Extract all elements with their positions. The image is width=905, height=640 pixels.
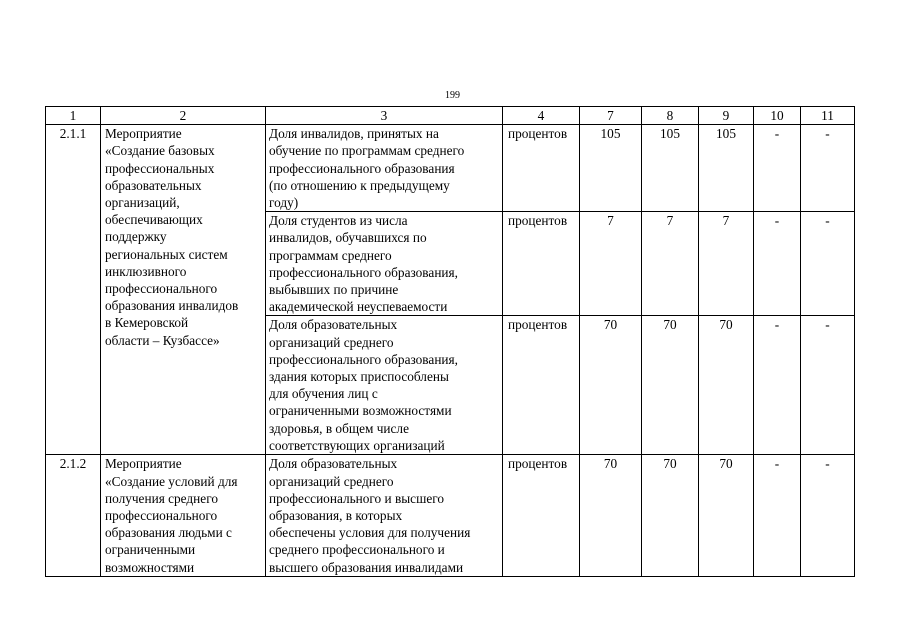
value-cell: 105 — [642, 125, 699, 212]
value-cell: - — [801, 125, 855, 212]
value-cell: 7 — [580, 212, 642, 316]
value-cell: - — [801, 212, 855, 316]
value-cell: - — [801, 455, 855, 576]
table-row — [46, 455, 855, 576]
header-cell: 1 — [46, 107, 101, 125]
header-cell: 9 — [699, 107, 754, 125]
value-cell: 70 — [699, 455, 754, 576]
unit-cell: процентов — [503, 125, 580, 212]
indicator-name: Доля образовательных организаций среднего профессионального образования, здания которых приспособлены для обучения лиц с ограниченными возможностями здоровья, в общем числе соответствующих организаций — [266, 316, 503, 455]
measure-name: Мероприятие «Создание базовых профессиональных образовательных организаций, обеспечивающих поддержку региональных систем инклюзивного профессионального образования инвалидов в Кемеровской области – Кузбассе» — [101, 125, 266, 455]
value-cell: 70 — [642, 455, 699, 576]
unit-cell: процентов — [503, 212, 580, 316]
value-cell: 105 — [699, 125, 754, 212]
header-cell: 2 — [101, 107, 266, 125]
indicator-name: Доля образовательных организаций среднего профессионального и высшего образования, в которых обеспечены условия для получения среднего профессионального и высшего образования инвалидами — [266, 455, 503, 576]
header-cell: 4 — [503, 107, 580, 125]
header-cell: 7 — [580, 107, 642, 125]
header-cell: 11 — [801, 107, 855, 125]
item-code: 2.1.2 — [46, 455, 101, 576]
table-row — [46, 125, 855, 212]
page-number: 199 — [445, 90, 460, 101]
unit-cell: процентов — [503, 455, 580, 576]
value-cell: 70 — [580, 316, 642, 455]
indicators-table — [45, 106, 855, 577]
header-cell: 3 — [266, 107, 503, 125]
value-cell: - — [754, 455, 801, 576]
unit-cell: процентов — [503, 316, 580, 455]
value-cell: - — [754, 212, 801, 316]
value-cell: 70 — [642, 316, 699, 455]
value-cell: - — [801, 316, 855, 455]
header-cell: 8 — [642, 107, 699, 125]
header-cell: 10 — [754, 107, 801, 125]
item-code: 2.1.1 — [46, 125, 101, 455]
value-cell: 105 — [580, 125, 642, 212]
indicator-name: Доля инвалидов, принятых на обучение по программам среднего профессионального образования (по отношению к предыдущему году) — [266, 125, 503, 212]
value-cell: - — [754, 316, 801, 455]
indicator-name: Доля студентов из числа инвалидов, обучавшихся по программам среднего профессионального образования, выбывших по причине академической неуспеваемости — [266, 212, 503, 316]
header-row — [46, 107, 855, 125]
value-cell: 70 — [580, 455, 642, 576]
value-cell: 7 — [699, 212, 754, 316]
value-cell: 70 — [699, 316, 754, 455]
value-cell: 7 — [642, 212, 699, 316]
measure-name: Мероприятие «Создание условий для получения среднего профессионального образования людьми с ограниченными возможностями — [101, 455, 266, 576]
value-cell: - — [754, 125, 801, 212]
